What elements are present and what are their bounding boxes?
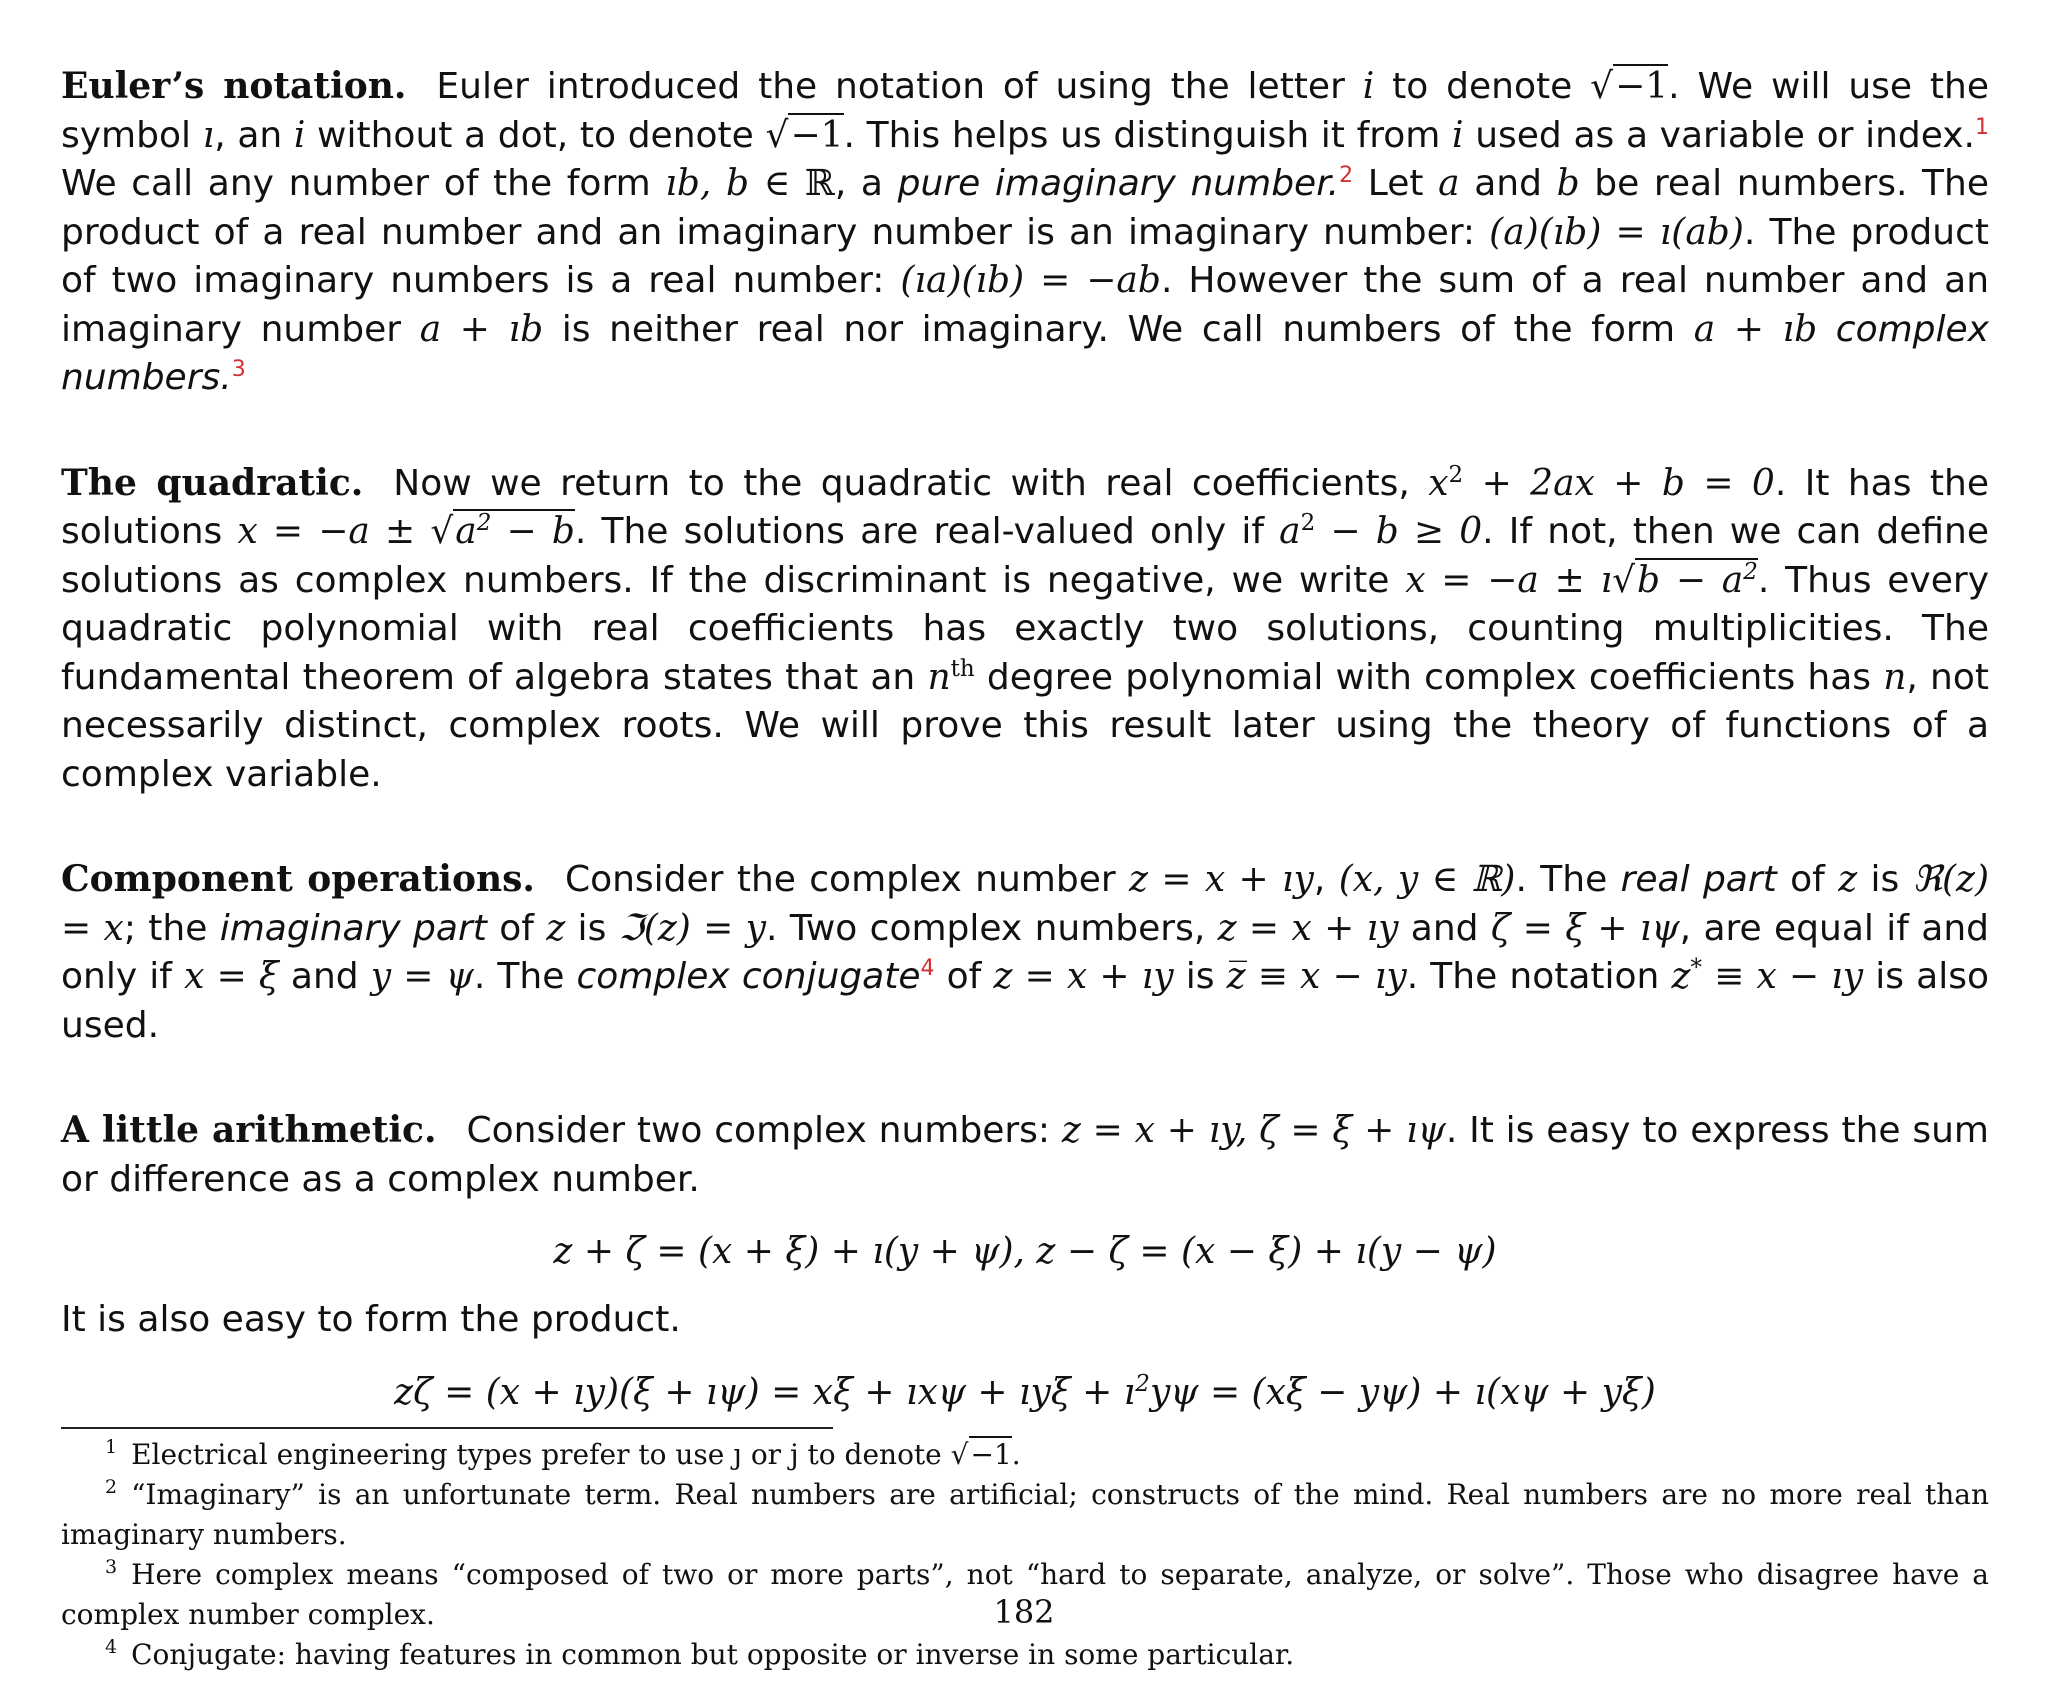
footnote-text: Conjugate: having features in common but opposite or inverse in some particular. (131, 1637, 1295, 1671)
math: (a)(ıb) = ı(ab) (1489, 211, 1744, 253)
text: is (565, 907, 619, 949)
text: of (1776, 859, 1839, 900)
text: Euler introduced the notation of using the letter (436, 66, 1363, 107)
math: a + ıb (419, 308, 544, 350)
footnote-link-1[interactable]: 1 (1975, 114, 1989, 140)
page-content (61, 62, 1989, 1675)
text: . It is easy to express the sum or difference as a complex number. (61, 1110, 1989, 1200)
text: is (1173, 956, 1227, 997)
superscript: 2 (1300, 510, 1316, 536)
emphasis: real part (1620, 859, 1777, 900)
text: Consider the complex number (564, 859, 1130, 900)
math: ı (202, 114, 215, 156)
text: . This helps us distinguish it from (843, 114, 1453, 156)
footnote-2 (61, 1475, 1989, 1555)
text: degree polynomial with complex coefficients has (974, 656, 1884, 698)
math: z = x + ıy (1217, 907, 1399, 949)
text: . The solutions are real-valued only if (574, 511, 1280, 552)
math: x = −a ± ı (1405, 559, 1613, 601)
math: b − a (1637, 559, 1744, 601)
superscript: th (950, 655, 975, 682)
math: b (1556, 163, 1580, 204)
text: used as a variable or index. (1463, 114, 1975, 156)
text: . However the sum of a real number and an imaginary number (61, 260, 1990, 350)
section-heading: The quadratic. (61, 461, 364, 504)
math: + 2ax + b = 0 (1463, 462, 1775, 504)
paragraph-component-operations (61, 855, 1989, 1050)
math: (ıa)(ıb) = −ab (900, 260, 1161, 301)
math: ıb, b (665, 163, 750, 204)
text: . The (1515, 859, 1621, 900)
text: to denote (1374, 66, 1591, 107)
section-heading: Component operations. (61, 858, 535, 900)
math: zζ = (x + ıy)(ξ + ıψ) = xξ + ıxψ + ıyξ + ı (394, 1371, 1136, 1413)
superscript: 2 (1448, 461, 1464, 488)
math: − b (491, 511, 575, 552)
text: is (1857, 859, 1913, 900)
text: . The (473, 956, 577, 997)
radicand: −1 (1615, 66, 1669, 107)
math: z = x + ıy (1129, 859, 1314, 900)
text: and (1398, 907, 1491, 949)
emphasis: complex conjugate (576, 956, 921, 997)
page-number: 182 (993, 1593, 1055, 1631)
math: ℜ(z) = x (61, 859, 1989, 949)
emphasis: imaginary part (219, 907, 487, 949)
text: Now we return to the quadratic with real coefficients, (393, 462, 1429, 504)
superscript: 2 (1135, 1370, 1150, 1397)
paragraph-euler-notation (61, 62, 1989, 403)
math: ∈ ℝ (749, 163, 835, 204)
footnote-number: 1 (105, 1436, 118, 1459)
math: y = ψ (370, 956, 474, 997)
footnote-text: . (1011, 1437, 1021, 1471)
radicand (453, 509, 575, 552)
text: of (934, 956, 994, 997)
footnote-number: 3 (105, 1556, 118, 1579)
text: , are equal if and only if (61, 907, 1989, 997)
text: . Two complex numbers, (766, 907, 1218, 949)
superscript: 2 (476, 510, 492, 536)
text: . The notation (1406, 956, 1672, 997)
math: i (1452, 114, 1464, 156)
footnotes (61, 1435, 1989, 1675)
superscript: * (1690, 955, 1702, 981)
footnote-4 (61, 1635, 1989, 1675)
text: , an (214, 114, 294, 156)
text: ; the (123, 907, 220, 949)
math: z (1838, 859, 1858, 900)
sqrt-expression: √−1 (1590, 66, 1669, 107)
math: i (293, 114, 306, 156)
footnote-separator (61, 1427, 833, 1429)
math: x = −a ± (237, 511, 431, 552)
section-heading: A little arithmetic. (61, 1109, 437, 1151)
paragraph-product-intro: It is also easy to form the product. (61, 1299, 681, 1340)
text: Consider two complex numbers: (466, 1110, 1062, 1151)
text: of (486, 907, 547, 949)
equation-product (61, 1367, 1989, 1419)
footnote-link-2[interactable]: 2 (1339, 163, 1354, 188)
math: n (1883, 656, 1907, 698)
math: z = x + ıy, ζ = ξ + ıψ (1061, 1110, 1446, 1151)
paragraph-quadratic (61, 459, 1989, 800)
emphasis: pure imaginary number. (897, 163, 1340, 204)
emphasis: complex numbers. (61, 308, 1989, 398)
text: We call any number of the form (61, 163, 666, 204)
math: ≡ x − ıy (1701, 956, 1864, 997)
text: . We will use the symbol (61, 66, 1989, 156)
text: . Thus every quadratic polynomial with real coefficients has exactly two solutions, counting multiplicities. The fundamental theorem of algebra states that an (61, 559, 1989, 698)
math: ζ = ξ + ıψ (1490, 907, 1680, 949)
math: a (1438, 163, 1460, 204)
math: yψ = (xξ − yψ) + ı(xψ + yξ) (1149, 1371, 1656, 1413)
math: a (455, 511, 477, 552)
radicand: −1 (790, 114, 844, 156)
radicand (1635, 558, 1758, 601)
text: . The product of two imaginary numbers is a real number: (61, 211, 1989, 301)
text: be real numbers. The product of a real number and an imaginary number is an imaginary number: (61, 163, 1990, 253)
text (1817, 309, 1836, 350)
math: x = ξ (184, 956, 279, 997)
paragraph-arithmetic (61, 1106, 1989, 1204)
superscript: 2 (1743, 558, 1758, 585)
text: , not necessarily distinct, complex roots. We will prove this result later using the theory of functions of a complex variable. (61, 656, 1990, 795)
math: z (546, 907, 566, 949)
radicand: −1 (970, 1437, 1012, 1471)
text: is also used. (61, 956, 1989, 1046)
sqrt-expression: √−1 (765, 114, 844, 156)
math: z = x + ıy (993, 956, 1174, 997)
footnote-number: 2 (105, 1476, 118, 1499)
footnote-text: “Imaginary” is an unfortunate term. Real numbers are artificial; constructs of the mind. Real numbers are no more real than imaginary numbers. (61, 1477, 1989, 1551)
sqrt-expression: √−1 (950, 1437, 1012, 1471)
footnote-number: 4 (105, 1636, 118, 1659)
math: z̅ ≡ x − ıy (1226, 956, 1407, 997)
math: (x, y ∈ ℝ) (1338, 859, 1516, 900)
footnote-link-4[interactable]: 4 (920, 956, 935, 981)
footnote-text: Here complex means “composed of two or more parts”, not “hard to separate, analyze, or solve”. Those who disagree have a complex number complex. (61, 1557, 1989, 1631)
text: . If not, then we can define solutions as complex numbers. If the discriminant is negative, we write (61, 511, 1989, 601)
text: Let (1353, 163, 1439, 204)
math: ℑ(z) = y (618, 907, 767, 949)
footnote-1 (61, 1435, 1989, 1475)
text: is neither real nor imaginary. We call numbers of the form (543, 308, 1694, 350)
math: n (927, 656, 951, 698)
math: x (1428, 462, 1449, 504)
sqrt-expression: $√a^2 - b$ (430, 510, 575, 552)
text: , a (834, 163, 898, 204)
text: and (1459, 163, 1557, 204)
section-heading: Euler’s notation. (61, 65, 407, 107)
equation-sum-difference: z + ζ = (x + ξ) + ı(y + ψ), z − ζ = (x − ξ) + ı(y − ψ) (553, 1231, 1497, 1272)
footnote-text: Electrical engineering types prefer to use ȷ or j to denote (131, 1437, 951, 1471)
text: without a dot, to denote (305, 114, 766, 156)
text: . It has the solutions (61, 462, 1989, 552)
text: , (1313, 859, 1339, 900)
math: z (1671, 956, 1691, 997)
math: i (1362, 66, 1375, 107)
math: − b ≥ 0 (1315, 511, 1483, 552)
footnote-link-3[interactable]: 3 (231, 357, 246, 382)
sqrt-expression: $√b - a^2$ (1612, 558, 1758, 601)
text: and (278, 956, 371, 997)
math: a (1279, 511, 1301, 552)
math: a + ıb (1693, 308, 1818, 350)
